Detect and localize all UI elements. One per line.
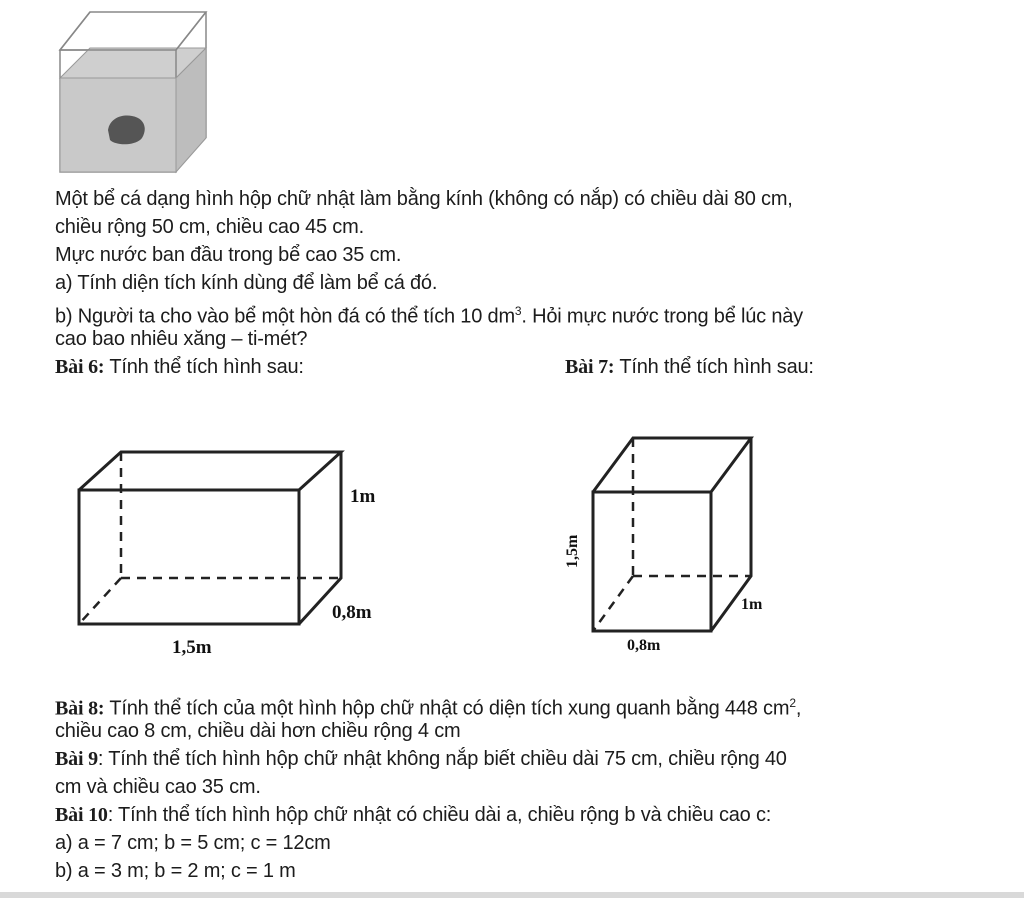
bai7-width-label: 1m xyxy=(741,596,763,613)
bai7-box-figure xyxy=(555,428,795,658)
bai7-label: Bài 7: xyxy=(565,356,615,378)
bai8-text-post: , xyxy=(795,697,802,720)
problem-line-3: Mực nước ban đầu trong bể cao 35 cm. xyxy=(55,244,402,266)
problem-line-2: chiều rộng 50 cm, chiều cao 45 cm. xyxy=(55,216,364,238)
bai9-label: Bài 9 xyxy=(55,748,98,770)
bai9-line-2: cm và chiều cao 35 cm. xyxy=(55,776,261,798)
problem-line-5-pre: b) Người ta cho vào bể một hòn đá có thể tích 10 dm xyxy=(55,305,515,328)
bottom-edge-bar xyxy=(0,892,1024,898)
bai8-label: Bài 8: xyxy=(55,697,105,720)
bai7-heading xyxy=(565,355,814,379)
bai6-length-label: 1,5m xyxy=(172,637,212,658)
bai8-text: Tính thể tích của một hình hộp chữ nhật có diện tích xung quanh bằng 448 cm xyxy=(104,697,790,720)
bai9-line-1 xyxy=(55,747,787,771)
superscript-2: 2 xyxy=(789,696,796,710)
bai7-text: Tính thể tích hình sau: xyxy=(614,356,814,378)
problem-line-4: a) Tính diện tích kính dùng để làm bể cá đó. xyxy=(55,272,438,294)
bai10-part-b: b) a = 3 m; b = 2 m; c = 1 m xyxy=(55,860,296,882)
superscript-3: 3 xyxy=(514,304,522,318)
bai9-text: : Tính thể tích hình hộp chữ nhật không nắp biết chiều dài 75 cm, chiều rộng 40 xyxy=(97,748,787,770)
bai7-length-label: 0,8m xyxy=(627,637,661,654)
bai6-label: Bài 6: xyxy=(55,356,105,378)
bai8-line-2: chiều cao 8 cm, chiều dài hơn chiều rộng 4 cm xyxy=(55,720,461,742)
bai6-width-label: 0,8m xyxy=(332,602,372,623)
bai6-height-label: 1m xyxy=(350,486,376,507)
bai8-line-1 xyxy=(55,691,801,721)
bai6-text: Tính thể tích hình sau: xyxy=(104,356,304,378)
bai10-label: Bài 10 xyxy=(55,804,108,826)
bai6-box-figure xyxy=(60,440,420,670)
problem-line-6: cao bao nhiêu xăng – ti-mét? xyxy=(55,328,308,350)
bai10-line-1 xyxy=(55,803,771,827)
problem-line-1: Một bể cá dạng hình hộp chữ nhật làm bằng kính (không có nắp) có chiều dài 80 cm, xyxy=(55,188,793,210)
problem-line-5-post: . Hỏi mực nước trong bể lúc này xyxy=(521,305,803,328)
aquarium-image xyxy=(56,8,212,176)
bai10-part-a: a) a = 7 cm; b = 5 cm; c = 12cm xyxy=(55,832,331,854)
problem-line-5 xyxy=(55,299,803,329)
bai6-heading xyxy=(55,355,304,379)
bai7-height-label: 1,5m xyxy=(564,534,581,568)
bai10-text: : Tính thể tích hình hộp chữ nhật có chiều dài a, chiều rộng b và chiều cao c: xyxy=(107,804,772,826)
